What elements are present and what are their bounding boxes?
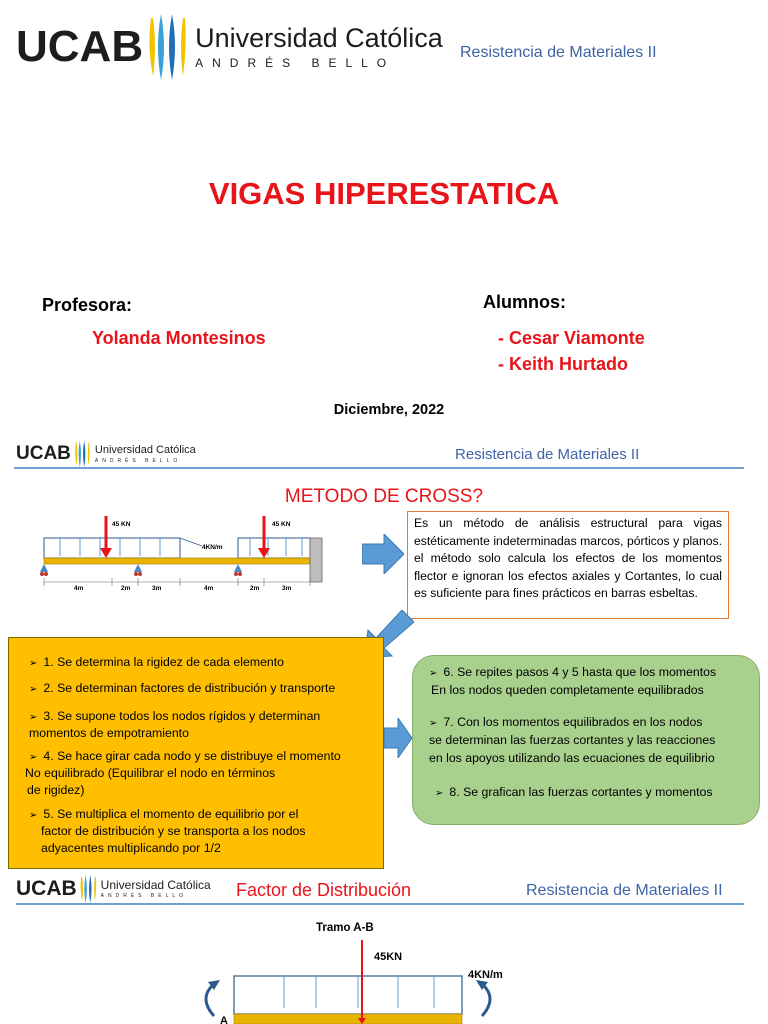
step-6-cont: En los nodos queden completamente equilibrados	[431, 683, 704, 697]
slide-distribution-factor	[0, 870, 768, 1024]
logo-sub: ANDRÉS BELLO	[94, 457, 182, 464]
tramo-diagram	[190, 940, 520, 1024]
logo-word: UCAB	[16, 443, 71, 464]
logo-sub: ANDRÉS BELLO	[195, 55, 396, 70]
step-2-text: 2. Se determinan factores de distribución y transporte	[43, 681, 336, 695]
load-label-left: 45 KN	[112, 521, 131, 528]
step-8: ➢ 8. Se grafican las fuerzas cortantes y momentos	[435, 785, 713, 799]
distributed-load-right	[238, 538, 310, 558]
slide-title	[0, 0, 768, 430]
logo-text-block	[101, 879, 211, 899]
load-label: 45KN	[374, 951, 403, 963]
logo-sub: ANDRÉS BELLO	[100, 893, 188, 899]
node-a-label: A	[220, 1015, 228, 1024]
step-6: ➢ 6. Se repites pasos 4 y 5 hasta que los momentos	[429, 665, 717, 679]
step-6-text: 6. Se repites pasos 4 y 5 hasta que los momentos	[443, 665, 717, 679]
logo-name: Universidad Católica	[100, 878, 211, 892]
tramo-label: Tramo A-B	[316, 922, 374, 934]
ucab-logo	[16, 12, 443, 82]
step-2: ➢ 2. Se determinan factores de distribución y transporte	[29, 681, 336, 695]
logo-word: UCAB	[16, 877, 77, 900]
page-title: VIGAS HIPERESTATICA	[208, 176, 560, 211]
step-5-cont: factor de distribución y se transporta a los nodos	[41, 824, 306, 838]
arrow-right-icon	[362, 534, 404, 574]
step-4-cont-2: de rigidez)	[27, 783, 85, 797]
span-label: 3m	[152, 585, 162, 592]
point-load-arrow	[358, 940, 366, 1024]
step-8-text: 8. Se grafican las fuerzas cortantes y momentos	[449, 785, 713, 799]
header-divider	[14, 467, 744, 469]
date: Diciembre, 2022	[333, 402, 445, 418]
students-label: Alumnos:	[483, 292, 566, 312]
moment-left-icon	[206, 984, 214, 1016]
course-name: Resistencia de Materiales II	[455, 446, 640, 463]
logo-emblem-icon	[78, 874, 100, 904]
course-name: Resistencia de Materiales II	[526, 882, 723, 899]
professor-name: Yolanda Montesinos	[92, 328, 266, 348]
ucab-logo	[16, 440, 196, 468]
step-3: ➢ 3. Se supone todos los nodos rígidos y determinan	[29, 709, 321, 723]
logo-name: Universidad Católica	[94, 443, 196, 456]
logo-emblem-icon	[145, 12, 193, 82]
fixed-support-wall	[310, 538, 322, 582]
green-steps-box	[412, 655, 760, 825]
step-4-cont: No equilibrado (Equilibrar el nodo en términos	[25, 766, 276, 780]
section-title: Factor de Distribución	[236, 880, 412, 900]
steps-box	[8, 637, 384, 869]
logo-text-block	[95, 445, 196, 464]
distributed-load-box	[234, 976, 462, 1014]
professor-label: Profesora:	[42, 295, 133, 315]
span-label: 2m	[250, 585, 260, 592]
student-1: - Cesar Viamonte	[498, 328, 645, 348]
section-title: METODO DE CROSS?	[284, 486, 484, 507]
step-5: ➢ 5. Se multiplica el momento de equilibrio por el	[29, 807, 299, 821]
step-5-text: 5. Se multiplica el momento de equilibrio por el	[43, 807, 299, 821]
slide-cross-method	[0, 430, 768, 870]
distributed-label: 4KN/m	[468, 969, 503, 981]
point-load-left-arrow	[100, 516, 112, 558]
step-7-cont-2: en los apoyos utilizando las ecuaciones de equilibrio	[429, 751, 715, 765]
span-label: 3m	[282, 585, 292, 592]
student-2: - Keith Hurtado	[498, 354, 628, 374]
step-5-cont-2: adyacentes multiplicando por 1/2	[41, 841, 221, 855]
step-4-text: 4. Se hace girar cada nodo y se distribuye el momento	[43, 749, 341, 763]
step-7-text: 7. Con los momentos equilibrados en los nodos	[443, 715, 703, 729]
supports	[40, 564, 242, 576]
description-box: Es un método de análisis estructural para vigas estéticamente indeterminadas marcos, pórticos y planos. el método solo calcula los efectos de los momentos flector e ignoran los efectos axiales y Cortantes, lo cual es suficiente para fines prácticos en barras esbeltas.	[407, 511, 729, 619]
distributed-label: 4KN/m	[202, 544, 223, 551]
step-1-text: 1. Se determina la rigidez de cada elemento	[43, 655, 285, 669]
beam-diagram	[38, 508, 330, 594]
span-label: 2m	[121, 585, 131, 592]
logo-word: UCAB	[16, 22, 144, 71]
load-label-right: 45 KN	[272, 521, 291, 528]
beam	[234, 1014, 462, 1024]
beam	[44, 558, 310, 564]
logo-name: Universidad Católica	[195, 22, 443, 53]
step-3-cont: momentos de empotramiento	[29, 726, 189, 740]
header-divider	[16, 903, 744, 905]
logo-emblem-icon	[72, 440, 94, 468]
step-1: ➢ 1. Se determina la rigidez de cada elemento	[29, 655, 285, 669]
ucab-logo	[16, 874, 211, 904]
span-label: 4m	[204, 585, 214, 592]
moment-right-icon	[482, 984, 490, 1016]
step-7: ➢ 7. Con los momentos equilibrados en los nodos	[429, 715, 703, 729]
logo-text-block	[195, 22, 443, 70]
course-name: Resistencia de Materiales II	[460, 44, 657, 61]
step-4: ➢ 4. Se hace girar cada nodo y se distribuye el momento	[29, 749, 341, 763]
step-7-cont: se determinan las fuerzas cortantes y las reacciones	[429, 733, 716, 747]
step-3-text: 3. Se supone todos los nodos rígidos y determinan	[43, 709, 321, 723]
arrow-right-icon	[384, 718, 412, 758]
span-label: 4m	[74, 585, 84, 592]
